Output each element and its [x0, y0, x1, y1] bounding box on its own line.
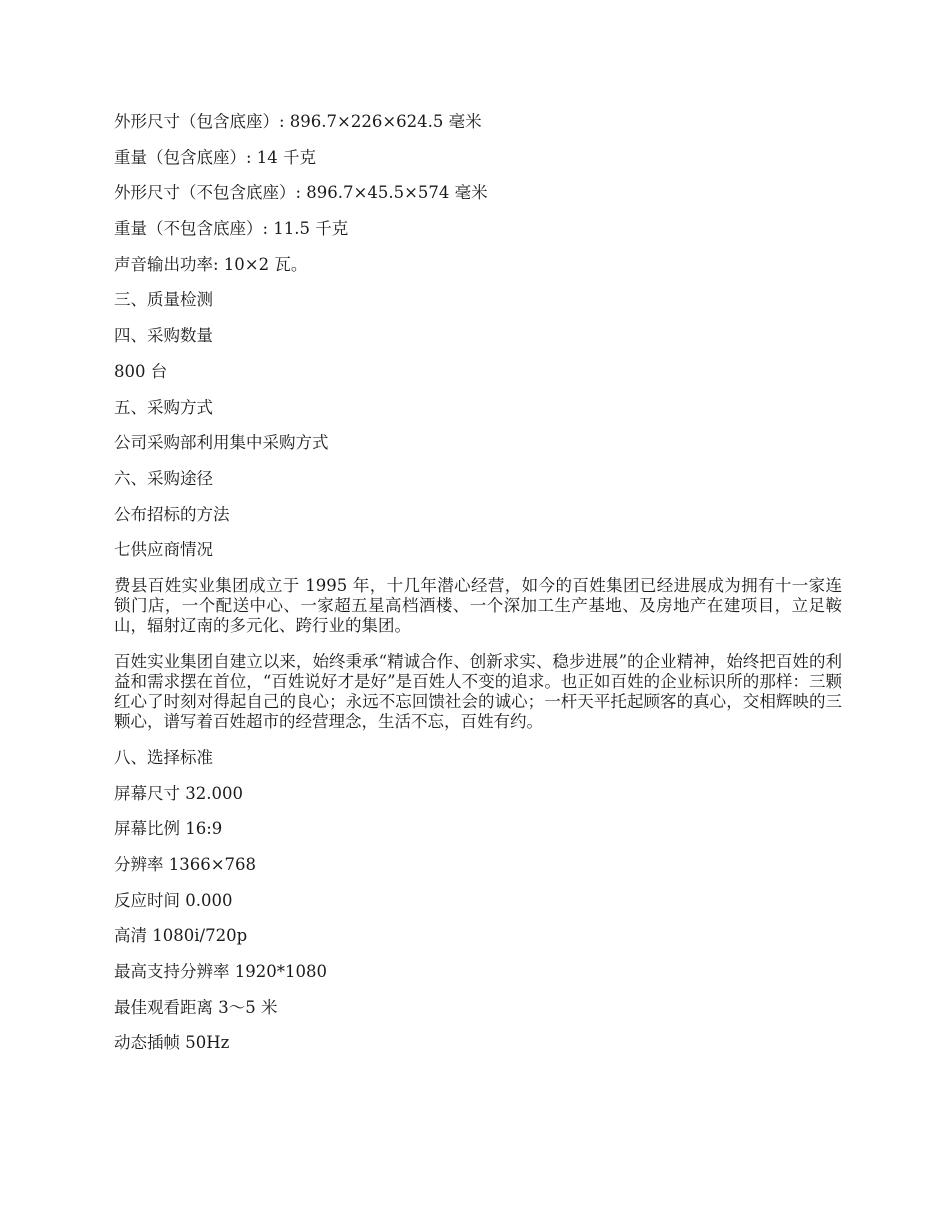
channel-text: 公布招标的方法: [114, 504, 230, 524]
section-heading-criteria: 八、选择标准: [114, 747, 213, 767]
spec-dimensions-without-base: 外形尺寸（不包含底座）: 896.7×45.5×574 毫米: [114, 183, 488, 203]
supplier-paragraph-1: 费县百姓实业集团成立于 1995 年，十几年潜心经营，如今的百姓集团已经进展成为拥有十一家连锁门店，一个配送中心、一家超五星高档酒楼、一个深加工生产基地、及房地产在建项目，立足鞍山，辐射辽南的多元化、跨行业的集团。: [114, 575, 842, 635]
criteria-frame-interpolation: 动态插帧 50Hz: [114, 1033, 230, 1053]
document-page: [114, 112, 842, 1069]
method-text: 公司采购部利用集中采购方式: [114, 433, 329, 453]
criteria-aspect-ratio: 屏幕比例 16:9: [114, 819, 223, 839]
criteria-resolution: 分辨率 1366×768: [114, 855, 257, 874]
section-heading-quality: 三、质量检测: [114, 290, 213, 310]
spec-weight-without-base: 重量（不包含底座）: 11.5 千克: [114, 219, 349, 239]
spec-dimensions-with-base: 外形尺寸（包含底座）: 896.7×226×624.5 毫米: [114, 112, 482, 131]
spec-audio-output: 声音输出功率: 10×2 瓦。: [114, 254, 308, 274]
section-heading-channel: 六、采购途径: [114, 468, 213, 488]
supplier-paragraph-2: 百姓实业集团自建立以来，始终秉承“精诚合作、创新求实、稳步进展”的企业精神，始终把百姓的利益和需求摆在首位，“百姓说好才是好”是百姓人不变的追求。也正如百姓的企业标识所的那样：三颗红心了时刻对得起自己的良心；永远不忘回馈社会的诚心；一杆天平托起顾客的真心，交相辉映的三颗心，谱写着百姓超市的经营理念，生活不忘，百姓有约。: [114, 651, 842, 731]
quantity-value: 800 台: [114, 361, 168, 381]
criteria-response-time: 反应时间 0.000: [114, 890, 233, 910]
section-heading-quantity: 四、采购数量: [114, 326, 213, 346]
section-heading-supplier: 七供应商情况: [114, 540, 213, 560]
section-heading-method: 五、采购方式: [114, 397, 213, 417]
criteria-max-resolution: 最高支持分辨率 1920*1080: [114, 962, 327, 982]
spec-weight-with-base: 重量（包含底座）: 14 千克: [114, 147, 317, 167]
criteria-viewing-distance: 最佳观看距离 3～5 米: [114, 997, 278, 1017]
criteria-hd: 高清 1080i/720p: [114, 926, 248, 946]
criteria-screen-size: 屏幕尺寸 32.000: [114, 783, 243, 803]
